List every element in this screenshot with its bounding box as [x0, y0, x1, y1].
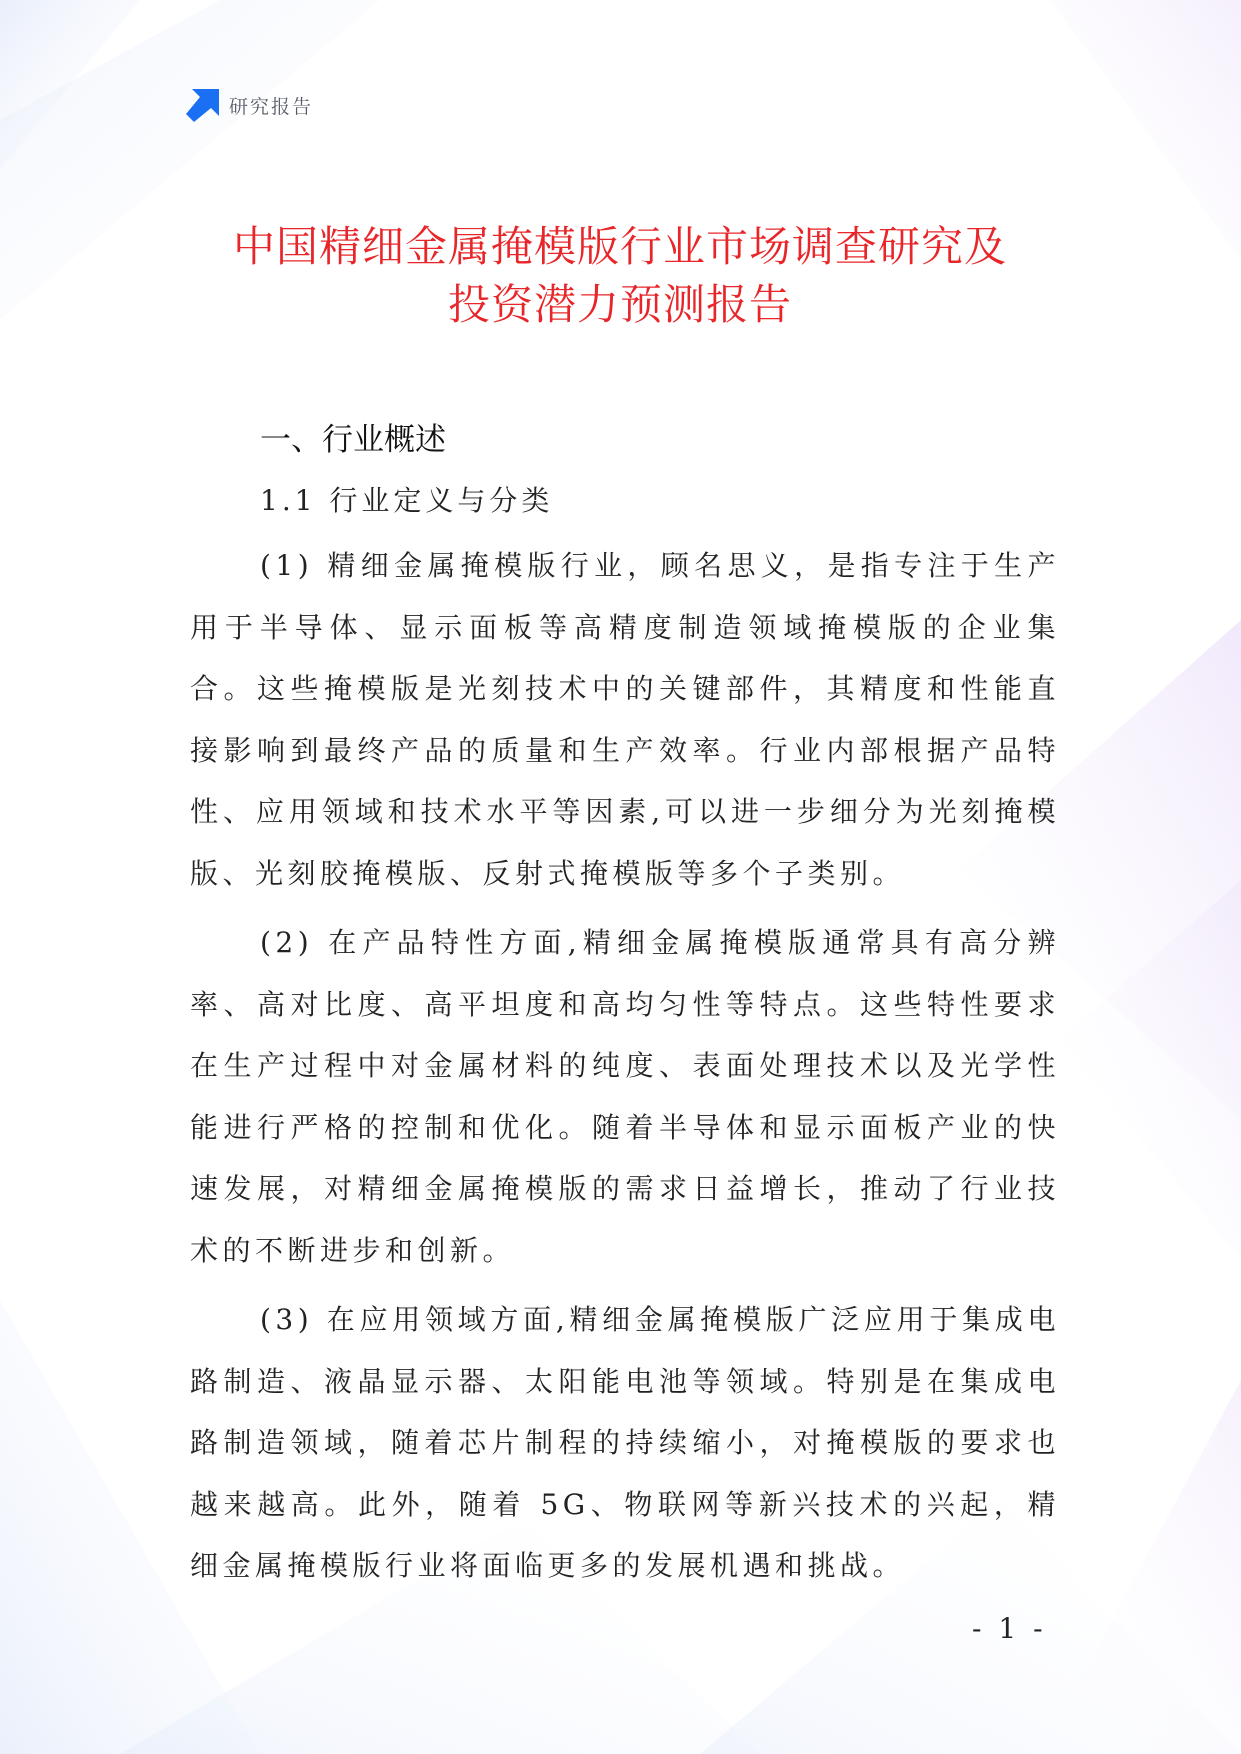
paragraph-1: (1) 精细金属掩模版行业，顾名思义，是指专注于生产用于半导体、显示面板等高精度制造领域掩模版的企业集合。这些掩模版是光刻技术中的关键部件，其精度和性能直接影响到最终产品的质量和生产效率。行业内部根据产品特性、应用领域和技术水平等因素,可以进一步细分为光刻掩模版、光刻胶掩模版、反射式掩模版等多个子类别。 [190, 549, 1060, 890]
section-subheading: 1.1 行业定义与分类 [260, 484, 554, 517]
report-body [190, 415, 1060, 1597]
header-label: 研究报告 [229, 95, 314, 118]
page-number: - 1 - [972, 1612, 1047, 1645]
section-heading: 一、行业概述 [260, 422, 446, 458]
arrow-up-right-icon [186, 89, 219, 122]
title-line-2: 投资潜力预测报告 [447, 280, 792, 329]
paragraph-3: (3) 在应用领域方面,精细金属掩模版广泛应用于集成电路制造、液晶显示器、太阳能电池等领域。特别是在集成电路制造领域，随着芯片制程的持续缩小，对掩模版的要求也越来越高。此外，随着 5G、物联网等新兴技术的兴起，精细金属掩模版行业将面临更多的发展机遇和挑战。 [190, 1303, 1060, 1582]
report-header [186, 88, 313, 122]
paragraph-2: (2) 在产品特性方面,精细金属掩模版通常具有高分辨率、高对比度、高平坦度和高均匀性等特点。这些特性要求在生产过程中对金属材料的纯度、表面处理技术以及光学性能进行严格的控制和优化。随着半导体和显示面板产业的快速发展，对精细金属掩模版的需求日益增长，推动了行业技术的不断进步和创新。 [190, 926, 1060, 1267]
report-title [130, 218, 1110, 334]
title-line-1: 中国精细金属掩模版行业市场调查研究及 [232, 222, 1007, 271]
